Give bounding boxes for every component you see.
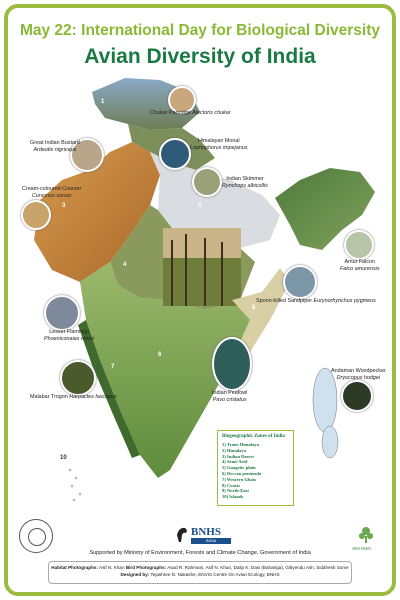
- legend-item: 3) Indian Desert: [222, 453, 254, 459]
- bird-photo-flamingo: [44, 295, 80, 331]
- emblem-icon: [19, 519, 53, 553]
- bird-common-name: Malabar Trogon: [30, 394, 68, 400]
- legend-title: Biogeographic Zones of India: [222, 434, 285, 439]
- bird-common-name: Great Indian Bustard: [30, 140, 80, 146]
- bird-scientific-name: Pavo cristatus: [212, 396, 247, 403]
- zone-number: 9: [356, 160, 360, 166]
- bird-label: [256, 298, 376, 305]
- legend-item: 10) Islands: [222, 494, 244, 500]
- bird-photo-monal: [159, 138, 191, 170]
- headline: May 22: International Day for Biological Diversity: [19, 22, 381, 39]
- bird-photo-peafowl: [212, 337, 252, 391]
- biogeographic-legend: [217, 430, 294, 506]
- bird-common-name: Lesser Flamingo: [49, 329, 90, 335]
- hornbill-logo-icon: [175, 525, 189, 543]
- zone-number: 5: [198, 203, 202, 209]
- bird-common-name: Spoon-billed Sandpiper: [256, 298, 313, 304]
- bird-label: [212, 390, 247, 403]
- legend-item: 6) Deccan peninsula: [222, 470, 262, 476]
- bird-photo-courser: [21, 200, 51, 230]
- credit-value: Tejashree D. Nakashe, ENVIS Centre On Avian Ecology, BNHS: [150, 572, 280, 577]
- bird-photo-amur-falcon: [344, 230, 374, 260]
- bird-photo-woodpecker: [341, 380, 373, 412]
- bird-common-name: Indian Skimmer: [226, 176, 264, 182]
- bird-label: [30, 140, 80, 153]
- bird-common-name: Amur Falcon: [344, 259, 376, 265]
- zone-number: 10: [60, 455, 67, 461]
- bird-label: [222, 176, 268, 189]
- zone-number: 1: [101, 99, 105, 105]
- credit-value: Asif N. Khan: [99, 565, 125, 570]
- credit-label: Designed by:: [120, 572, 150, 577]
- legend-item: 8) Coasts: [222, 482, 240, 488]
- zone-number: 6: [158, 352, 162, 358]
- bnhs-logo-sub: INDIA: [191, 538, 231, 544]
- zone-number: 3: [62, 203, 66, 209]
- bird-photo-trogon: [60, 360, 96, 396]
- bird-scientific-name: Falco amurensis: [340, 265, 380, 272]
- bird-scientific-name: Eurynorhynchus pygmeus: [313, 298, 376, 304]
- poster-title: Avian Diversity of India: [84, 45, 316, 68]
- bird-scientific-name: Rynchops albicollis: [222, 182, 268, 189]
- bird-photo-spoonbill: [283, 265, 317, 299]
- bird-scientific-name: Ardeotis nigriceps: [33, 146, 77, 153]
- credit-label: Habitat Photographs:: [51, 565, 98, 570]
- legend-item: 4) Semi-Arid: [222, 459, 248, 465]
- bird-scientific-name: Cursorius cursor: [31, 192, 72, 199]
- bird-common-name: Himalayan Monal: [197, 138, 240, 144]
- zone-number: 4: [123, 262, 127, 268]
- support-text: Supported by Ministry of Environment, Forests and Climate Change, Government of India: [89, 550, 311, 556]
- bird-label: [22, 186, 81, 199]
- legend-item: 7) Western Ghats: [222, 476, 257, 482]
- legend-item: 2) Himalaya: [222, 447, 247, 453]
- bird-scientific-name: Lophophorus impejanus: [190, 144, 248, 151]
- legend-item: 1) Trans-Himalaya: [222, 442, 259, 447]
- bird-label: [44, 329, 94, 342]
- bird-scientific-name: Phoeniconaias minor: [44, 335, 95, 342]
- bird-common-name: Chukar Partridge: [150, 110, 191, 116]
- zone-number: 7: [111, 364, 115, 370]
- zone-number: 8: [252, 305, 256, 311]
- credit-value: Asad R. Rahmani, Asif N. Khan, Dalip K. Dasi (Bahariga), Gitiyendu Ash, Siddhesh Surve: [167, 565, 349, 570]
- bird-scientific-name: Alectoris chukar: [192, 110, 231, 116]
- bird-label: [30, 394, 117, 401]
- environment-ministry-icon: [356, 524, 376, 544]
- bird-label: [340, 259, 380, 272]
- legend-item: 5) Gangetic plain: [222, 465, 256, 471]
- bird-common-name: Andaman Woodpecker: [331, 368, 386, 374]
- bnhs-logo-text: BNHS: [191, 526, 221, 538]
- legend-item: 9) North-East: [222, 488, 249, 494]
- credit-label: Bird Photographs:: [125, 565, 167, 570]
- bird-label: [190, 138, 248, 151]
- bird-common-name: Cream-coloured Courser: [22, 186, 82, 192]
- ministry-emblem-text: भारत सरकार: [352, 546, 371, 551]
- bird-photo-skimmer: [192, 167, 222, 197]
- bird-label: [150, 110, 231, 117]
- credits-box: [48, 561, 352, 584]
- bird-scientific-name: Harpactes fasciatus: [69, 394, 117, 400]
- bird-label: [331, 368, 386, 381]
- bird-scientific-name: Dryocopus hodgei: [336, 374, 381, 381]
- bird-common-name: Indian Peafowl: [212, 390, 248, 396]
